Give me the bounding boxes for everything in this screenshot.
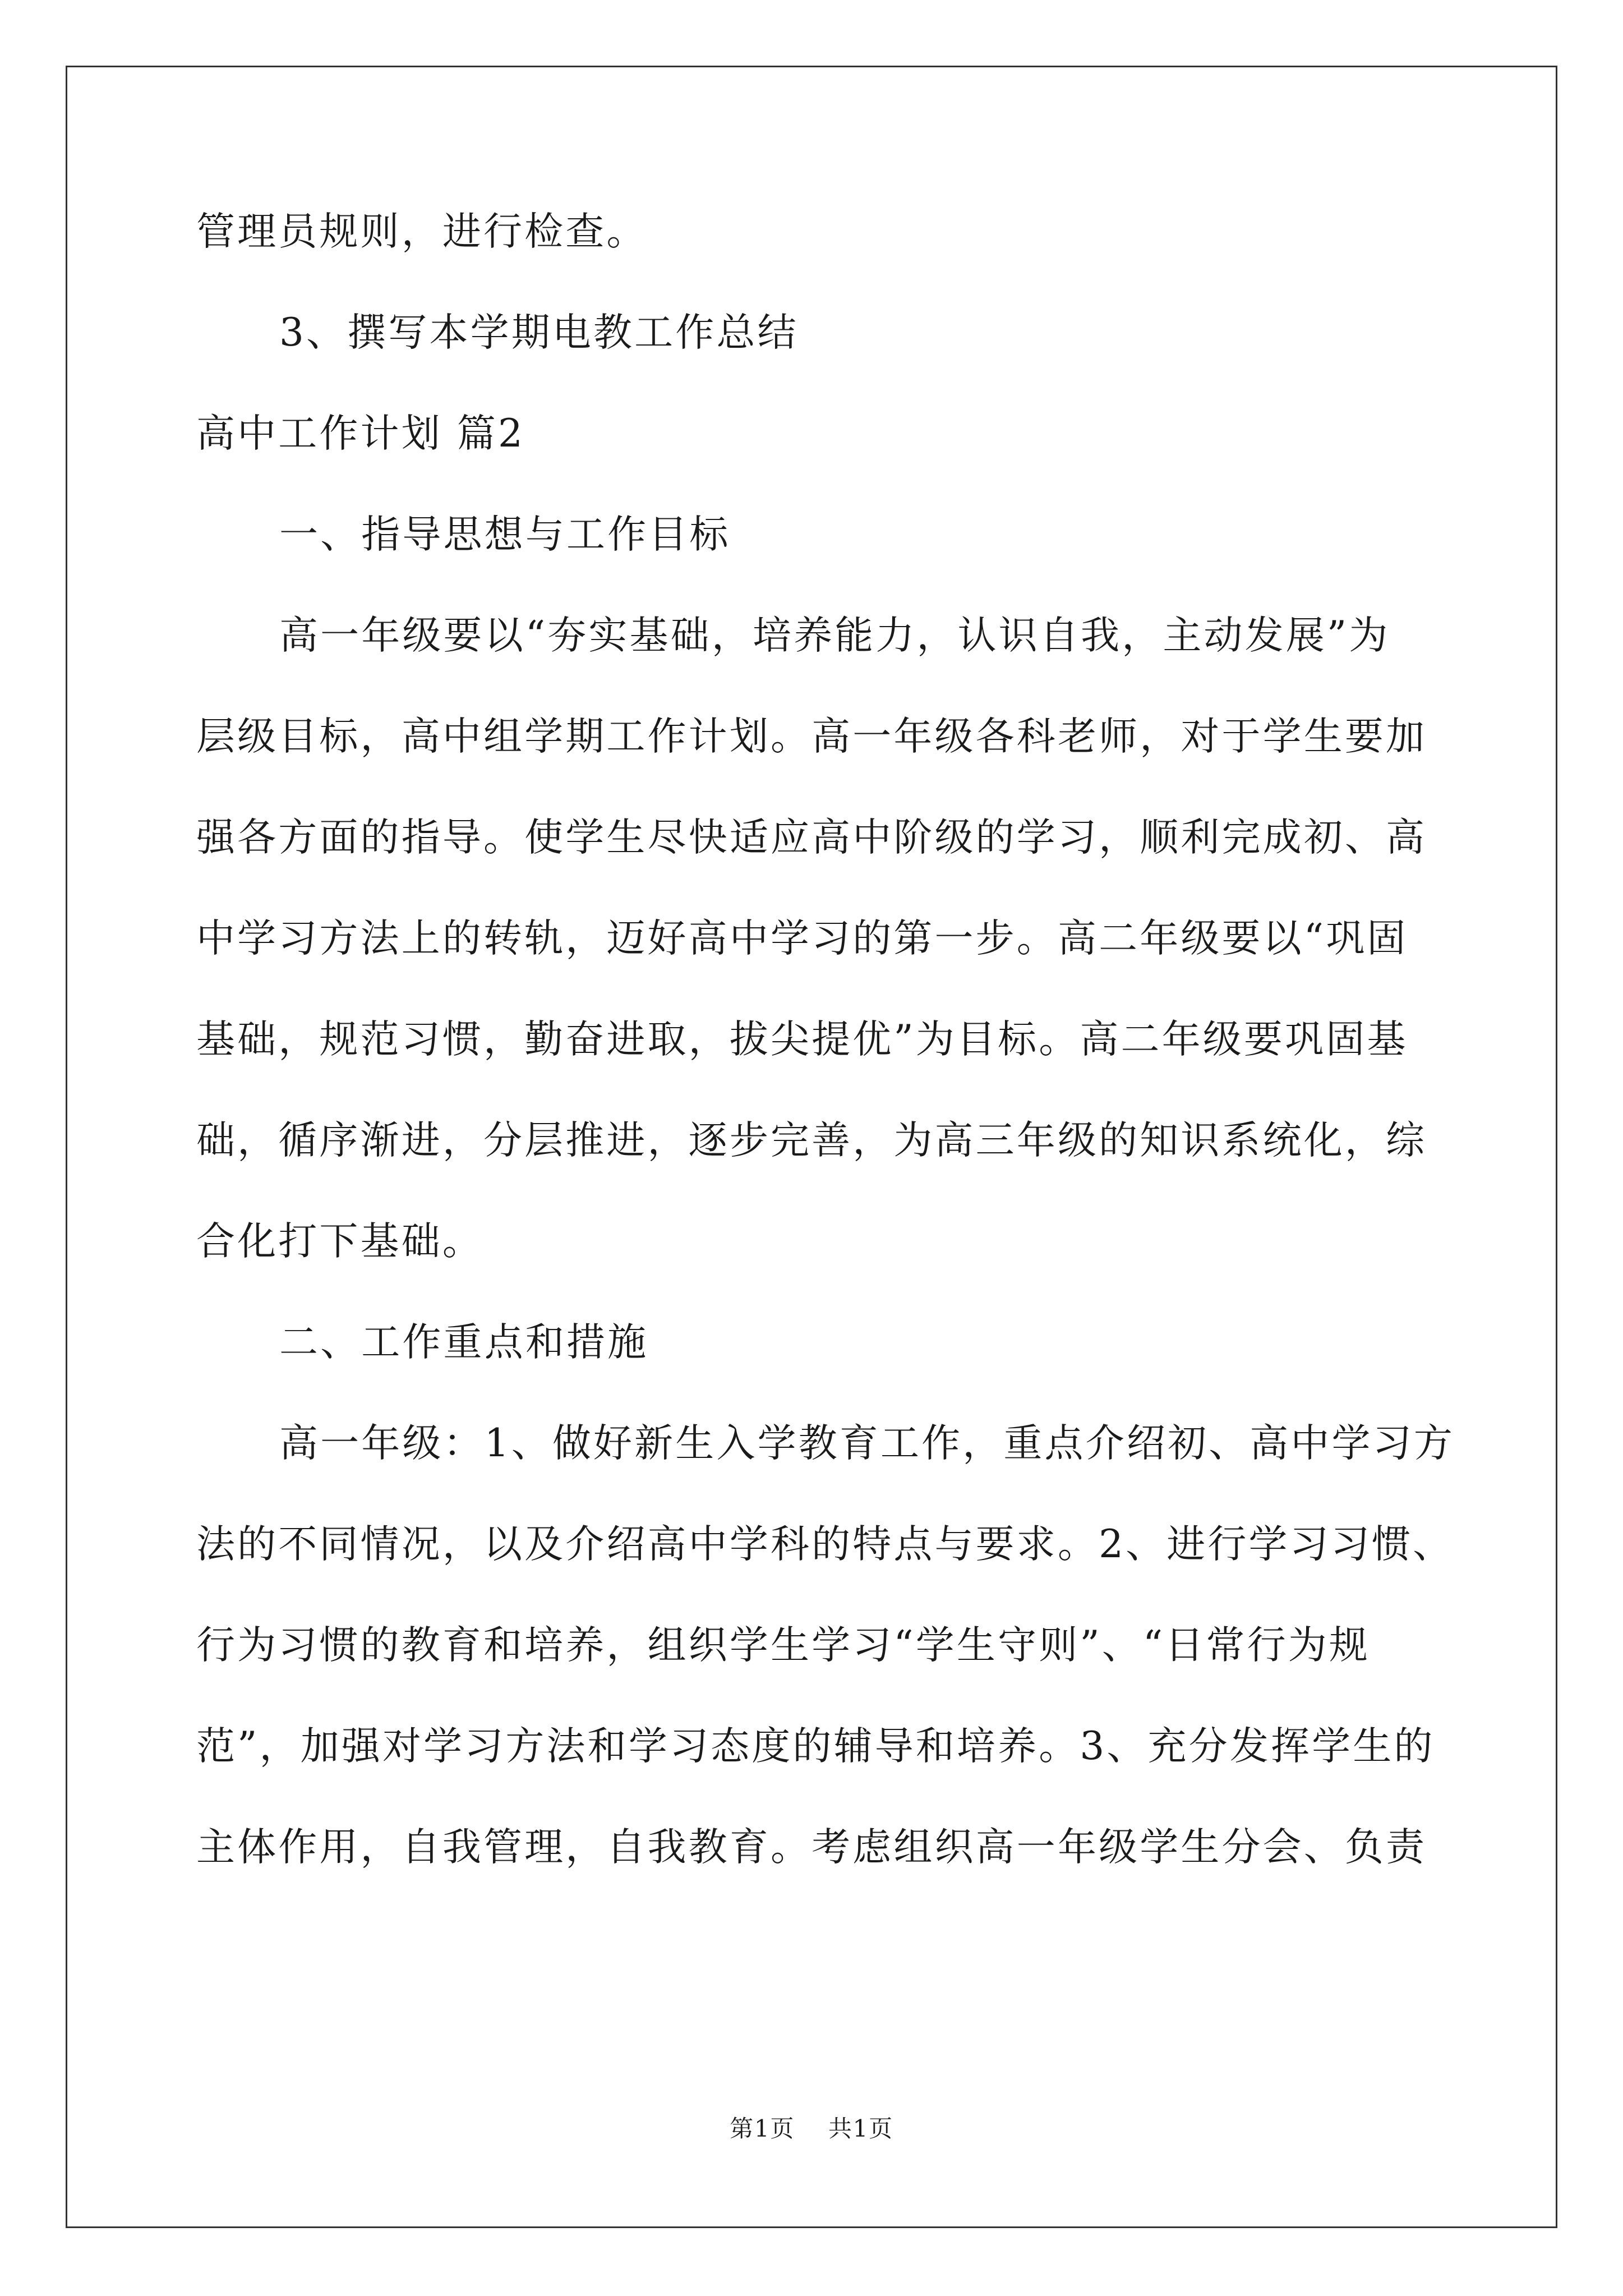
text-line: 层级目标，高中组学期工作计划。高一年级各科老师，对于学生要加 bbox=[196, 714, 1427, 759]
text-line: 合化打下基础。 bbox=[196, 1219, 483, 1264]
text-line: 高一年级：1、做好新生入学教育工作，重点介绍初、高中学习方 bbox=[279, 1421, 1455, 1466]
subsection-heading: 一、指导思想与工作目标 bbox=[279, 512, 731, 557]
document-body bbox=[196, 206, 1455, 1923]
page-total: 共1页 bbox=[828, 2115, 893, 2142]
text-line: 强各方面的指导。使学生尽快适应高中阶级的学习，顺利完成初、高 bbox=[196, 815, 1427, 860]
text-line: 中学习方法上的转轨，迈好高中学习的第一步。高二年级要以“巩固 bbox=[196, 916, 1408, 961]
page-number: 第1页 bbox=[730, 2115, 795, 2142]
text-line: 范”，加强对学习方法和学习态度的辅导和培养。3、充分发挥学生的 bbox=[196, 1724, 1435, 1769]
text-line: 高一年级要以“夯实基础，培养能力，认识自我，主动发展”为 bbox=[279, 613, 1390, 658]
text-line: 法的不同情况，以及介绍高中学科的特点与要求。2、进行学习习惯、 bbox=[196, 1522, 1454, 1567]
section-heading: 高中工作计划 篇2 bbox=[196, 411, 525, 456]
text-line: 管理员规则，进行检查。 bbox=[196, 209, 648, 254]
text-line: 3、撰写本学期电教工作总结 bbox=[279, 310, 799, 355]
text-line: 基础，规范习惯，勤奋进取，拔尖提优”为目标。高二年级要巩固基 bbox=[196, 1017, 1408, 1062]
text-line: 行为习惯的教育和培养，组织学生学习“学生守则”、“日常行为规 bbox=[196, 1623, 1371, 1668]
page-footer bbox=[0, 2115, 1623, 2143]
subsection-heading: 二、工作重点和措施 bbox=[279, 1320, 649, 1365]
text-line: 主体作用，自我管理，自我教育。考虑组织高一年级学生分会、负责 bbox=[196, 1825, 1427, 1870]
text-line: 础，循序渐进，分层推进，逐步完善，为高三年级的知识系统化，综 bbox=[196, 1118, 1427, 1163]
